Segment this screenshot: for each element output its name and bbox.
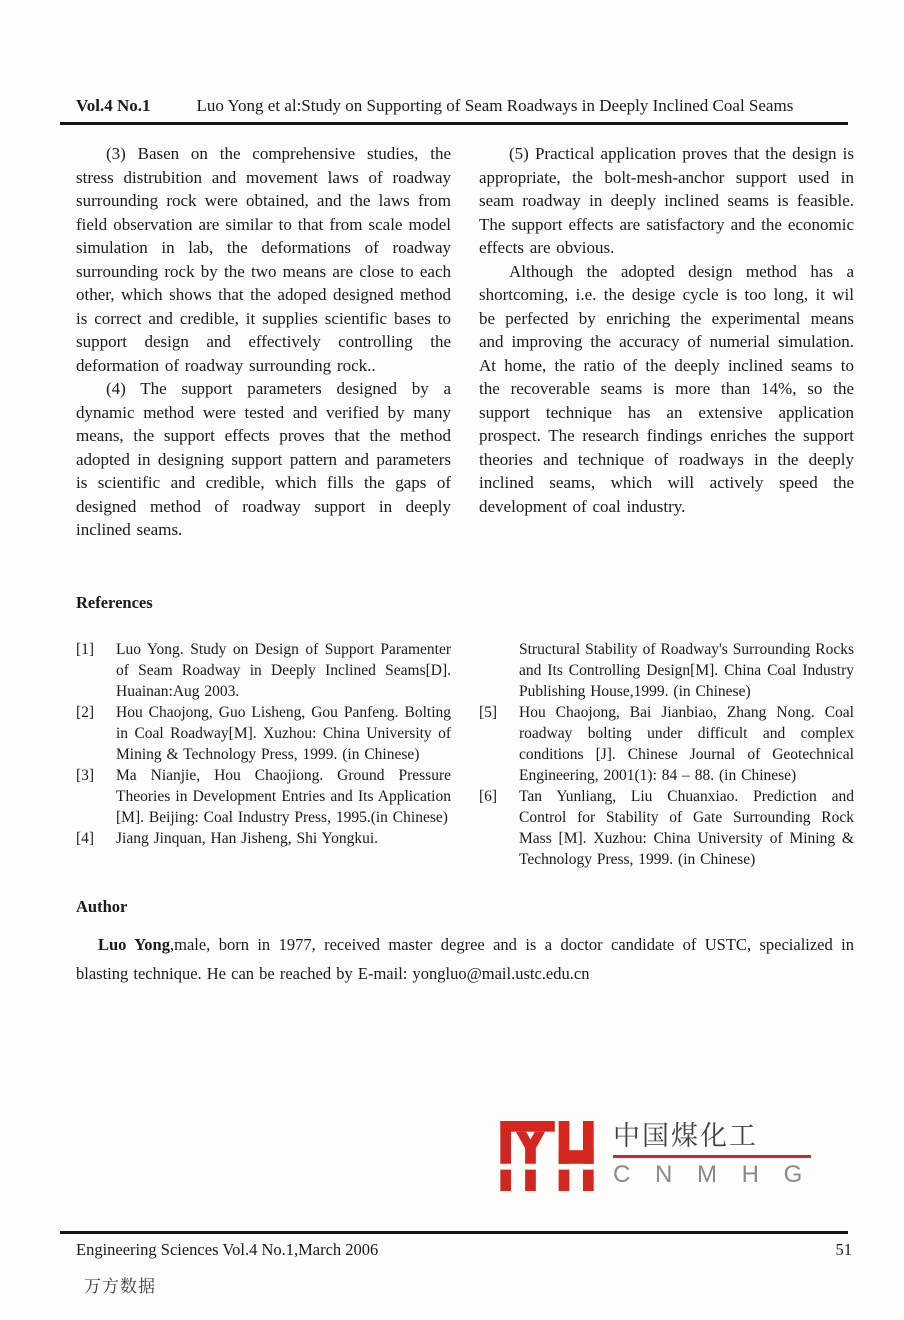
cnmhg-monogram-icon	[497, 1121, 597, 1191]
page-number: 51	[835, 1240, 852, 1259]
author-name: Luo Yong	[98, 935, 170, 954]
reference-text: Hou Chaojong, Guo Lisheng, Gou Panfeng. Bolting in Coal Roadway[M]. Xuzhou: China University of Mining & Technology Press, 1999. (in Chinese)	[116, 704, 451, 763]
reference-item	[76, 828, 451, 849]
running-title: Luo Yong et al:Study on Supporting of Seam Roadways in Deeply Inclined Coal Seams	[196, 96, 794, 115]
paragraph-conclusion-5: (5) Practical application proves that the design is appropriate, the bolt-mesh-anchor support used in seam roadway in deeply inclined seams is feasible. The support effects are satisfactory and the economic effects are obvious.	[479, 144, 854, 257]
reference-label: [1]	[76, 641, 95, 658]
wanfang-data-watermark: 万方数据	[84, 1277, 156, 1296]
reference-label: [4]	[76, 830, 95, 847]
header-rule	[60, 122, 848, 125]
reference-text: Jiang Jinquan, Han Jisheng, Shi Yongkui.	[116, 830, 379, 847]
logo-chinese-text: 中国煤化工	[613, 1121, 758, 1151]
paragraph-conclusion-4: (4) The support parameters designed by a dynamic method were tested and verified by many means, the support effects proves that the method adopted in designing support pattern and parameters is scientific and credible, which fills the gaps of designed method of roadway support in deeply inclined seams.	[76, 379, 451, 539]
reference-item	[76, 765, 451, 828]
references-left-column	[76, 639, 451, 870]
reference-label: [3]	[76, 767, 95, 784]
references-section	[76, 593, 854, 870]
footer-rule	[60, 1231, 848, 1234]
logo-underline	[613, 1155, 811, 1158]
reference-text: Tan Yunliang, Liu Chuanxiao. Prediction and Control for Stability of Gate Surrounding Rock Mass [M]. Xuzhou: China University of Mining & Technology Press, 1999. (in Chinese)	[519, 788, 854, 868]
reference-text: Ma Nianjie, Hou Chaojiong. Ground Pressure Theories in Development Entries and Its Application [M]. Beijing: Coal Industry Press, 1995.(in Chinese)	[116, 767, 451, 826]
references-heading: References	[76, 593, 153, 612]
reference-label	[479, 639, 519, 702]
page-header	[76, 96, 852, 116]
volume-issue-label: Vol.4 No.1	[76, 96, 151, 115]
author-bio-text: ,male, born in 1977, received master degree and is a doctor candidate of USTC, specialized in blasting technique. He can be reached by E-mail: yongluo@mail.ustc.edu.cn	[76, 935, 854, 983]
body-columns	[76, 142, 854, 542]
footer-journal-line: Engineering Sciences Vol.4 No.1,March 2006	[76, 1240, 379, 1259]
author-bio	[76, 930, 854, 988]
reference-label: [2]	[76, 704, 95, 721]
reference-label: [5]	[479, 704, 498, 721]
author-section	[76, 897, 854, 988]
cnmhg-logo-text	[613, 1121, 811, 1187]
page-footer	[76, 1240, 852, 1260]
cnmhg-logo	[497, 1121, 811, 1191]
reference-item-continuation	[479, 639, 854, 702]
reference-text: Hou Chaojong, Bai Jianbiao, Zhang Nong. Coal roadway bolting under difficult and complex conditions [J]. Chinese Journal of Geotechnical Engineering, 2001(1): 84 – 88. (in Chinese)	[519, 704, 854, 784]
body-left-column	[76, 142, 451, 542]
references-columns	[76, 639, 854, 870]
paragraph-conclusion-3: (3) Basen on the comprehensive studies, the stress distrubition and movement laws of roadway surrounding rock were obtained, and the laws from field observation are similar to that from scale model simulation in lab, the deformations of roadway surrounding rock by the two means are close to each other, which shows that the adoped designed method is correct and credible, it supplies scientific bases to support design and effectively controlling the deformation of roadway surrounding rock..	[76, 144, 451, 375]
reference-item	[479, 702, 854, 786]
reference-text: Structural Stability of Roadway's Surrounding Rocks and Its Controlling Design[M]. China Coal Industry Publishing House,1999. (in Chinese)	[519, 641, 854, 700]
paragraph-outlook: Although the adopted design method has a shortcoming, i.e. the desige cycle is too long, it wil be perfected by enriching the experimental means and improving the accuracy of numerial simulation. At home, the ratio of the deeply inclined seams to the recoverable seams is more than 14%, so the support technique has an extensive application prospect. The research findings enriches the support theories and technique of roadways in the deeply inclined seams, which will actively speed the development of coal industry.	[479, 261, 854, 516]
reference-item	[76, 639, 451, 702]
body-right-column	[479, 142, 854, 542]
reference-item	[479, 786, 854, 870]
reference-item	[76, 702, 451, 765]
references-right-column	[479, 639, 854, 870]
reference-label: [6]	[479, 788, 498, 805]
reference-text: Luo Yong. Study on Design of Support Paramenter of Seam Roadway in Deeply Inclined Seams[D]. Huainan:Aug 2003.	[116, 641, 451, 700]
author-heading: Author	[76, 897, 128, 916]
logo-latin-text: C N M H G	[613, 1161, 812, 1189]
